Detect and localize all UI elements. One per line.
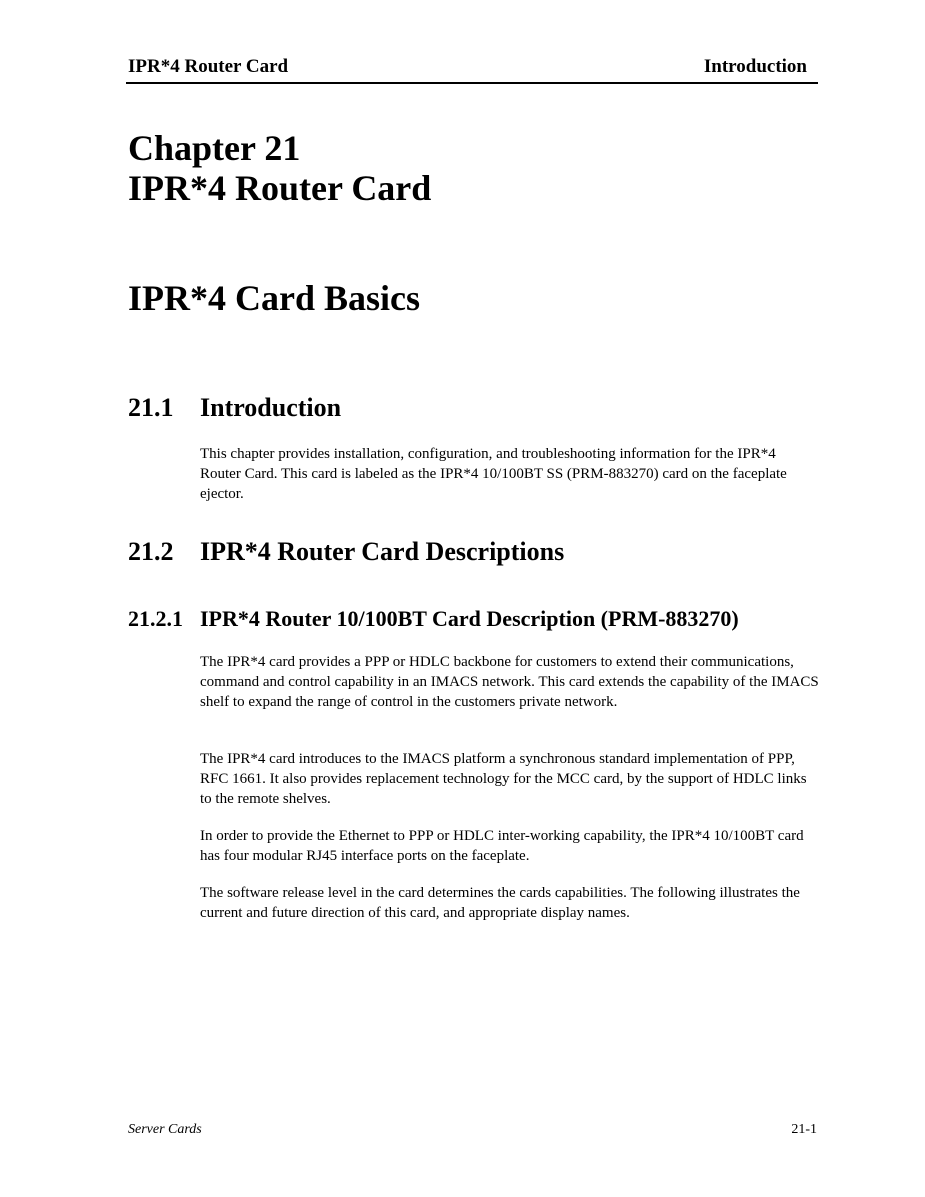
part-title: IPR*4 Card Basics: [128, 278, 421, 318]
section-heading-descriptions: [128, 537, 564, 567]
section-number: 21.2: [128, 537, 174, 566]
running-header-title: IPR*4 Router Card: [128, 56, 289, 77]
paragraph: This chapter provides installation, configuration, and troubleshooting information for the IPR*4 Router Card. This card is labeled as the IPR*4 10/100BT SS (PRM-883270) card on the faceplate ejector.: [200, 446, 787, 502]
chapter-name: IPR*4 Router Card: [128, 168, 432, 208]
paragraph: The IPR*4 card provides a PPP or HDLC backbone for customers to extend their communications, command and control capability in an IMACS network. This card extends the capability of the IMACS shelf to expand the range of control in the customers private network.: [200, 654, 819, 710]
paragraph: The IPR*4 card introduces to the IMACS platform a synchronous standard implementation of PPP, RFC 1661. It also provides replacement technology for the MCC card, by the support of HDLC links to the remote shelves.: [200, 751, 807, 807]
section-title: IPR*4 Router Card Descriptions: [200, 537, 565, 566]
chapter-number: Chapter 21: [128, 128, 301, 168]
subsection-number: 21.2.1: [128, 606, 183, 631]
subsection-heading-card-description: [128, 606, 739, 632]
paragraph: In order to provide the Ethernet to PPP or HDLC inter-working capability, the IPR*4 10/100BT card has four modular RJ45 interface ports on the faceplate.: [200, 828, 804, 864]
section-number: 21.1: [128, 393, 174, 422]
footer-book-title: Server Cards: [128, 1122, 202, 1137]
paragraph: The software release level in the card determines the cards capabilities. The following illustrates the current and future direction of this card, and appropriate display names.: [200, 885, 800, 921]
section-title: Introduction: [200, 393, 342, 422]
section-heading-introduction: [128, 393, 341, 423]
chapter-title: [128, 128, 431, 208]
subsection-title: IPR*4 Router 10/100BT Card Description (PRM-883270): [200, 606, 739, 631]
page-number: 21-1: [791, 1122, 817, 1137]
header-divider: [126, 82, 818, 84]
running-header-section: Introduction: [703, 56, 807, 77]
